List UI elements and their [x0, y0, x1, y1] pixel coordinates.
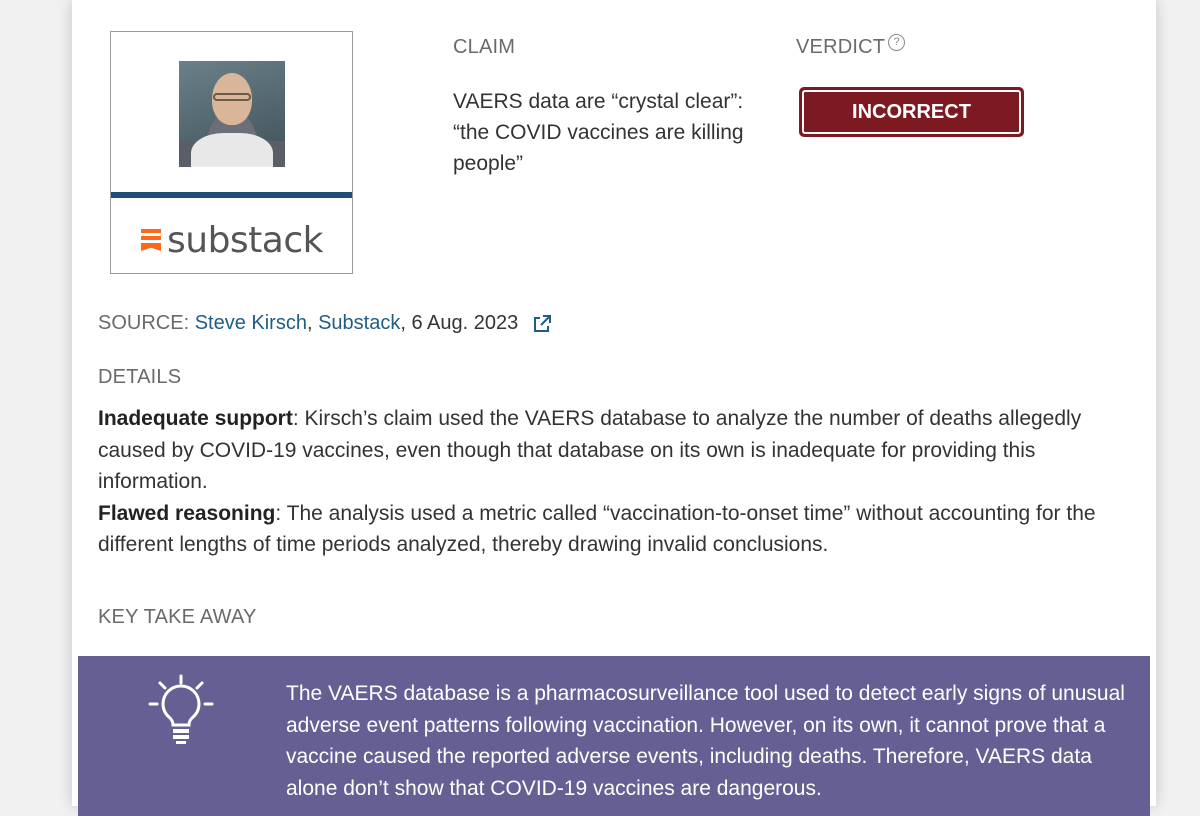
substack-logo: [141, 220, 323, 260]
substack-logo-icon: [141, 229, 161, 251]
verdict-label-row: [796, 36, 905, 59]
source-author-link[interactable]: Steve Kirsch: [194, 312, 307, 334]
source-line: [98, 312, 552, 335]
source-image-box: [110, 31, 353, 274]
source-label: SOURCE:: [98, 312, 190, 334]
source-separator: ,: [306, 312, 313, 334]
help-icon[interactable]: ?: [888, 34, 905, 51]
detail-item: [98, 403, 1128, 498]
claim-label: CLAIM: [453, 36, 516, 58]
detail-title: Flawed reasoning: [98, 501, 276, 525]
divider-bar: [111, 192, 352, 198]
detail-text: : Kirsch’s claim used the VAERS database to analyze the number of deaths allegedly caused by COVID-19 vaccines, even though that database on its own is inadequate for providing this information.: [98, 407, 1082, 493]
claim-text: VAERS data are “crystal clear”: “the COVID vaccines are killing people”: [453, 90, 744, 175]
detail-item: [98, 498, 1128, 561]
key-takeaway-text: The VAERS database is a pharmacosurveillance tool used to detect early signs of unusual adverse event patterns following vaccination. However, on its own, it cannot prove that a vaccine caused the reported adverse events, including deaths. Therefore, VAERS data alone don’t show that COVID-19 vaccines are dangerous.: [286, 682, 1125, 800]
author-photo: [179, 61, 285, 167]
external-link-icon[interactable]: [532, 314, 552, 334]
details-label: DETAILS: [98, 366, 182, 388]
source-outlet-link[interactable]: Substack: [318, 312, 401, 334]
key-takeaway-label: KEY TAKE AWAY: [98, 606, 257, 628]
details-body: [98, 403, 1128, 561]
detail-title: Inadequate support: [98, 407, 293, 430]
lightbulb-icon: [146, 674, 216, 746]
detail-text: : The analysis used a metric called “vaccination-to-onset time” without accounting for the different lengths of time periods analyzed, thereby drawing invalid conclusions.: [98, 501, 1096, 556]
key-takeaway-box: [78, 656, 1150, 816]
verdict-badge: [799, 87, 1024, 137]
claim-review-card: [72, 0, 1156, 806]
substack-logo-text: substack: [167, 219, 323, 261]
verdict-label: VERDICT: [796, 36, 886, 58]
source-date: , 6 Aug. 2023: [400, 312, 519, 334]
verdict-value: INCORRECT: [802, 90, 1021, 134]
